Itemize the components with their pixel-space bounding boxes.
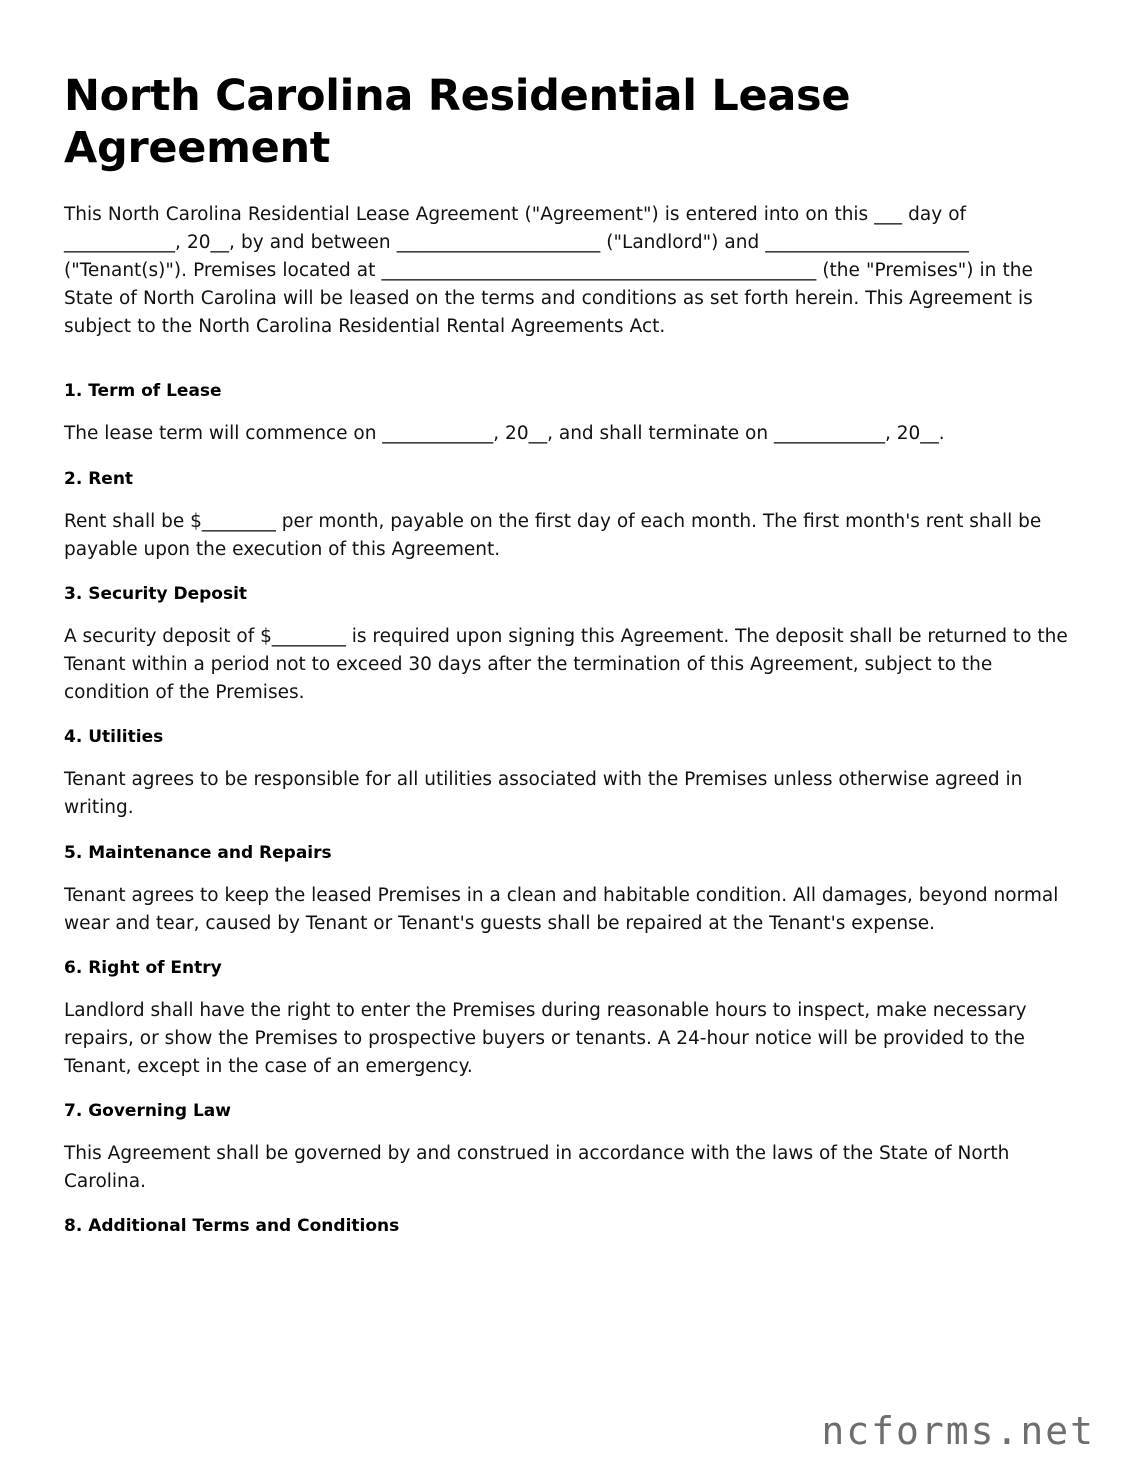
section-body-6: Landlord shall have the right to enter the Premises during reasonable hours to inspect, make necessary repairs, or show the Premises to prospective buyers or tenants. A 24-hour notice will be provided to the Tenant, except in the case of an emergency. bbox=[64, 999, 1027, 1078]
section-heading-6: 6. Right of Entry bbox=[64, 957, 222, 978]
blank-terminate-date-field[interactable]: ____________ bbox=[774, 423, 885, 445]
blank-deposit-amount-field[interactable]: ________ bbox=[271, 625, 346, 647]
section-1-text-part-2: , 20__, and shall terminate on bbox=[493, 423, 774, 445]
blank-commence-date-field[interactable]: ____________ bbox=[382, 423, 494, 445]
section-3-text-part-1: A security deposit of $ bbox=[64, 625, 272, 647]
section-heading-7: 7. Governing Law bbox=[64, 1101, 231, 1122]
section-body-4: Tenant agrees to be responsible for all utilities associated with the Premises unless otherwise agreed in writing. bbox=[64, 769, 1023, 819]
section-body-7: This Agreement shall be governed by and construed in accordance with the laws of the State of North Carolina. bbox=[64, 1143, 1010, 1193]
document-content bbox=[64, 70, 1072, 1256]
blank-landlord-name-field[interactable]: ______________________ bbox=[396, 232, 601, 253]
intro-text-part-2: day of bbox=[902, 203, 967, 225]
section-2-text-part-2: per month, payable on the first day of each month. The first month's rent shall be payable upon the execution of this Agreement. bbox=[64, 510, 1042, 560]
section-1-text-part-3: , 20__. bbox=[885, 423, 945, 445]
blank-day-field[interactable]: ___ bbox=[874, 203, 903, 225]
blank-premises-address-field[interactable]: _______________________________________________ bbox=[381, 260, 817, 282]
section-body-5: Tenant agrees to keep the leased Premises in a clean and habitable condition. All damages, beyond normal wear and tear, caused by Tenant or Tenant's guests shall be repaired at the Tenant's expense. bbox=[64, 884, 1059, 934]
intro-text-part-5: ("Tenant(s)"). Premises located at bbox=[64, 260, 382, 282]
blank-rent-amount-field[interactable]: ________ bbox=[201, 510, 276, 532]
intro-text-part-4: ("Landlord") and bbox=[600, 232, 766, 253]
intro-text-part-6: (the "Premises") in the State of North Carolina will be leased on the terms and conditions as set forth herein. This Agreement is subject to the North Carolina Residential Rental Agreements Act. bbox=[64, 260, 1033, 338]
section-body-3 bbox=[64, 623, 1072, 707]
section-1-text-part-1: The lease term will commence on bbox=[64, 423, 383, 445]
section-heading-2: 2. Rent bbox=[64, 468, 134, 489]
section-2-text-part-1: Rent shall be $ bbox=[64, 510, 202, 532]
intro-text-part-1: This North Carolina Residential Lease Agreement ("Agreement") is entered into on this bbox=[64, 203, 875, 225]
section-heading-4: 4. Utilities bbox=[64, 727, 164, 748]
blank-month-field[interactable]: ____________ bbox=[64, 232, 175, 253]
section-body-1 bbox=[64, 420, 1072, 448]
section-heading-8: 8. Additional Terms and Conditions bbox=[64, 1216, 400, 1237]
section-heading-5: 5. Maintenance and Repairs bbox=[64, 842, 332, 863]
section-heading-1: 1. Term of Lease bbox=[64, 381, 222, 402]
section-3-text-part-2: is required upon signing this Agreement. The deposit shall be returned to the Tenant within a period not to exceed 30 days after the termination of this Agreement, subject to the condition of the Premises. bbox=[64, 625, 1068, 704]
intro-paragraph bbox=[64, 201, 1072, 341]
blank-tenant-name-field[interactable]: ______________________ bbox=[765, 232, 969, 253]
section-body-2 bbox=[64, 508, 1072, 564]
page-title: North Carolina Residential Lease Agreement bbox=[64, 71, 851, 174]
intro-text-part-3: , 20__, by and between bbox=[175, 232, 397, 253]
section-heading-3: 3. Security Deposit bbox=[64, 583, 248, 604]
site-watermark: ncforms.net bbox=[821, 1409, 1095, 1453]
